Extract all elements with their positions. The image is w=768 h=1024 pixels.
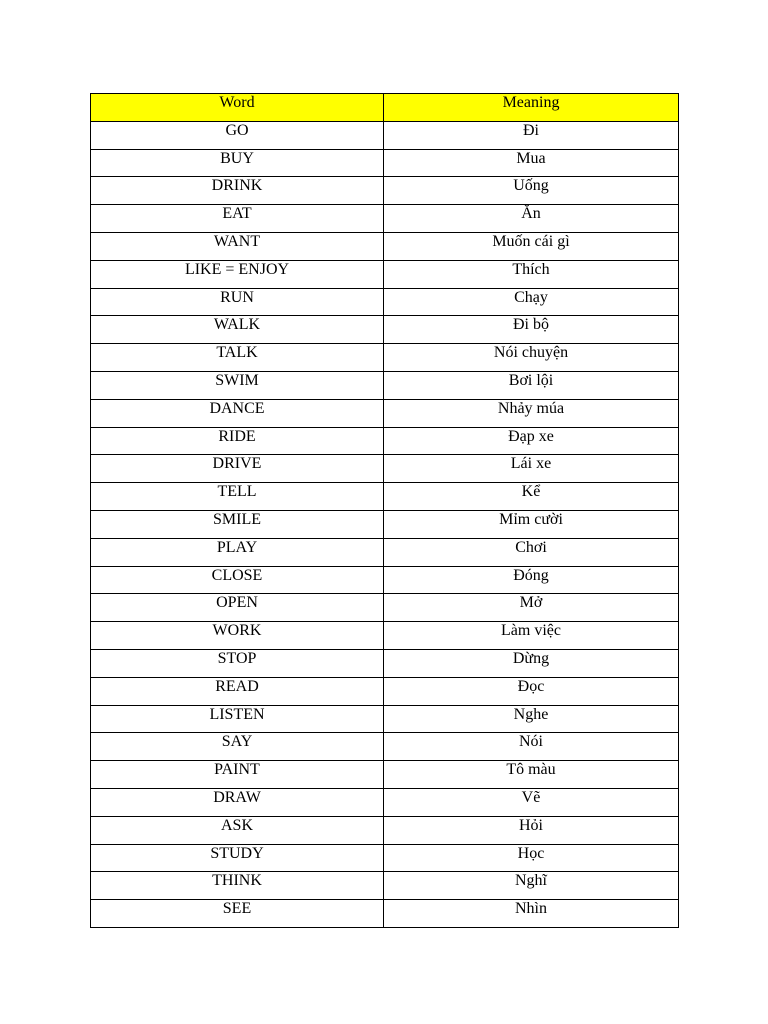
word-cell: SMILE [91, 510, 384, 538]
table-row [91, 594, 679, 622]
meaning-cell: Dừng [384, 649, 679, 677]
table-row [91, 177, 679, 205]
table-row [91, 622, 679, 650]
word-cell: WANT [91, 232, 384, 260]
table-row [91, 205, 679, 233]
table-row [91, 844, 679, 872]
table-row [91, 900, 679, 928]
table-row [91, 288, 679, 316]
table-row [91, 483, 679, 511]
meaning-cell: Bơi lội [384, 371, 679, 399]
meaning-cell: Uống [384, 177, 679, 205]
meaning-cell: Đi [384, 121, 679, 149]
meaning-cell: Nghĩ [384, 872, 679, 900]
word-cell: EAT [91, 205, 384, 233]
word-cell: PLAY [91, 538, 384, 566]
table-row [91, 733, 679, 761]
word-cell: BUY [91, 149, 384, 177]
table-row [91, 316, 679, 344]
word-cell: LIKE = ENJOY [91, 260, 384, 288]
meaning-cell: Đọc [384, 677, 679, 705]
table-row [91, 371, 679, 399]
meaning-cell: Nghe [384, 705, 679, 733]
table-row [91, 427, 679, 455]
header-row [91, 94, 679, 122]
meaning-cell: Ăn [384, 205, 679, 233]
table-row [91, 344, 679, 372]
table-row [91, 121, 679, 149]
word-cell: RUN [91, 288, 384, 316]
meaning-cell: Hỏi [384, 816, 679, 844]
meaning-cell: Mua [384, 149, 679, 177]
word-cell: PAINT [91, 761, 384, 789]
word-cell: STOP [91, 649, 384, 677]
word-cell: LISTEN [91, 705, 384, 733]
table-row [91, 566, 679, 594]
word-cell: DRIVE [91, 455, 384, 483]
meaning-cell: Mở [384, 594, 679, 622]
table-row [91, 538, 679, 566]
word-cell: GO [91, 121, 384, 149]
meaning-cell: Làm việc [384, 622, 679, 650]
meaning-cell: Đi bộ [384, 316, 679, 344]
word-cell: ASK [91, 816, 384, 844]
vocabulary-table [90, 93, 679, 928]
word-cell: SEE [91, 900, 384, 928]
word-cell: WORK [91, 622, 384, 650]
header-word: Word [91, 94, 384, 122]
word-cell: DANCE [91, 399, 384, 427]
table-row [91, 399, 679, 427]
meaning-cell: Học [384, 844, 679, 872]
table-row [91, 455, 679, 483]
table-row [91, 788, 679, 816]
table-row [91, 232, 679, 260]
word-cell: CLOSE [91, 566, 384, 594]
word-cell: RIDE [91, 427, 384, 455]
meaning-cell: Chơi [384, 538, 679, 566]
meaning-cell: Nói chuyện [384, 344, 679, 372]
table-row [91, 761, 679, 789]
word-cell: SWIM [91, 371, 384, 399]
meaning-cell: Muốn cái gì [384, 232, 679, 260]
table-row [91, 649, 679, 677]
meaning-cell: Tô màu [384, 761, 679, 789]
meaning-cell: Đạp xe [384, 427, 679, 455]
word-cell: THINK [91, 872, 384, 900]
meaning-cell: Đóng [384, 566, 679, 594]
table-row [91, 872, 679, 900]
word-cell: SAY [91, 733, 384, 761]
meaning-cell: Lái xe [384, 455, 679, 483]
meaning-cell: Thích [384, 260, 679, 288]
word-cell: STUDY [91, 844, 384, 872]
word-cell: TALK [91, 344, 384, 372]
table-row [91, 705, 679, 733]
table-row [91, 149, 679, 177]
table-body [91, 121, 679, 927]
table-row [91, 816, 679, 844]
meaning-cell: Nhìn [384, 900, 679, 928]
word-cell: DRAW [91, 788, 384, 816]
table-row [91, 260, 679, 288]
meaning-cell: Kể [384, 483, 679, 511]
meaning-cell: Mỉm cười [384, 510, 679, 538]
word-cell: WALK [91, 316, 384, 344]
meaning-cell: Nói [384, 733, 679, 761]
table-header [91, 94, 679, 122]
header-meaning: Meaning [384, 94, 679, 122]
table-row [91, 677, 679, 705]
table-row [91, 510, 679, 538]
word-cell: READ [91, 677, 384, 705]
word-cell: TELL [91, 483, 384, 511]
meaning-cell: Vẽ [384, 788, 679, 816]
meaning-cell: Chạy [384, 288, 679, 316]
meaning-cell: Nhảy múa [384, 399, 679, 427]
word-cell: DRINK [91, 177, 384, 205]
word-cell: OPEN [91, 594, 384, 622]
